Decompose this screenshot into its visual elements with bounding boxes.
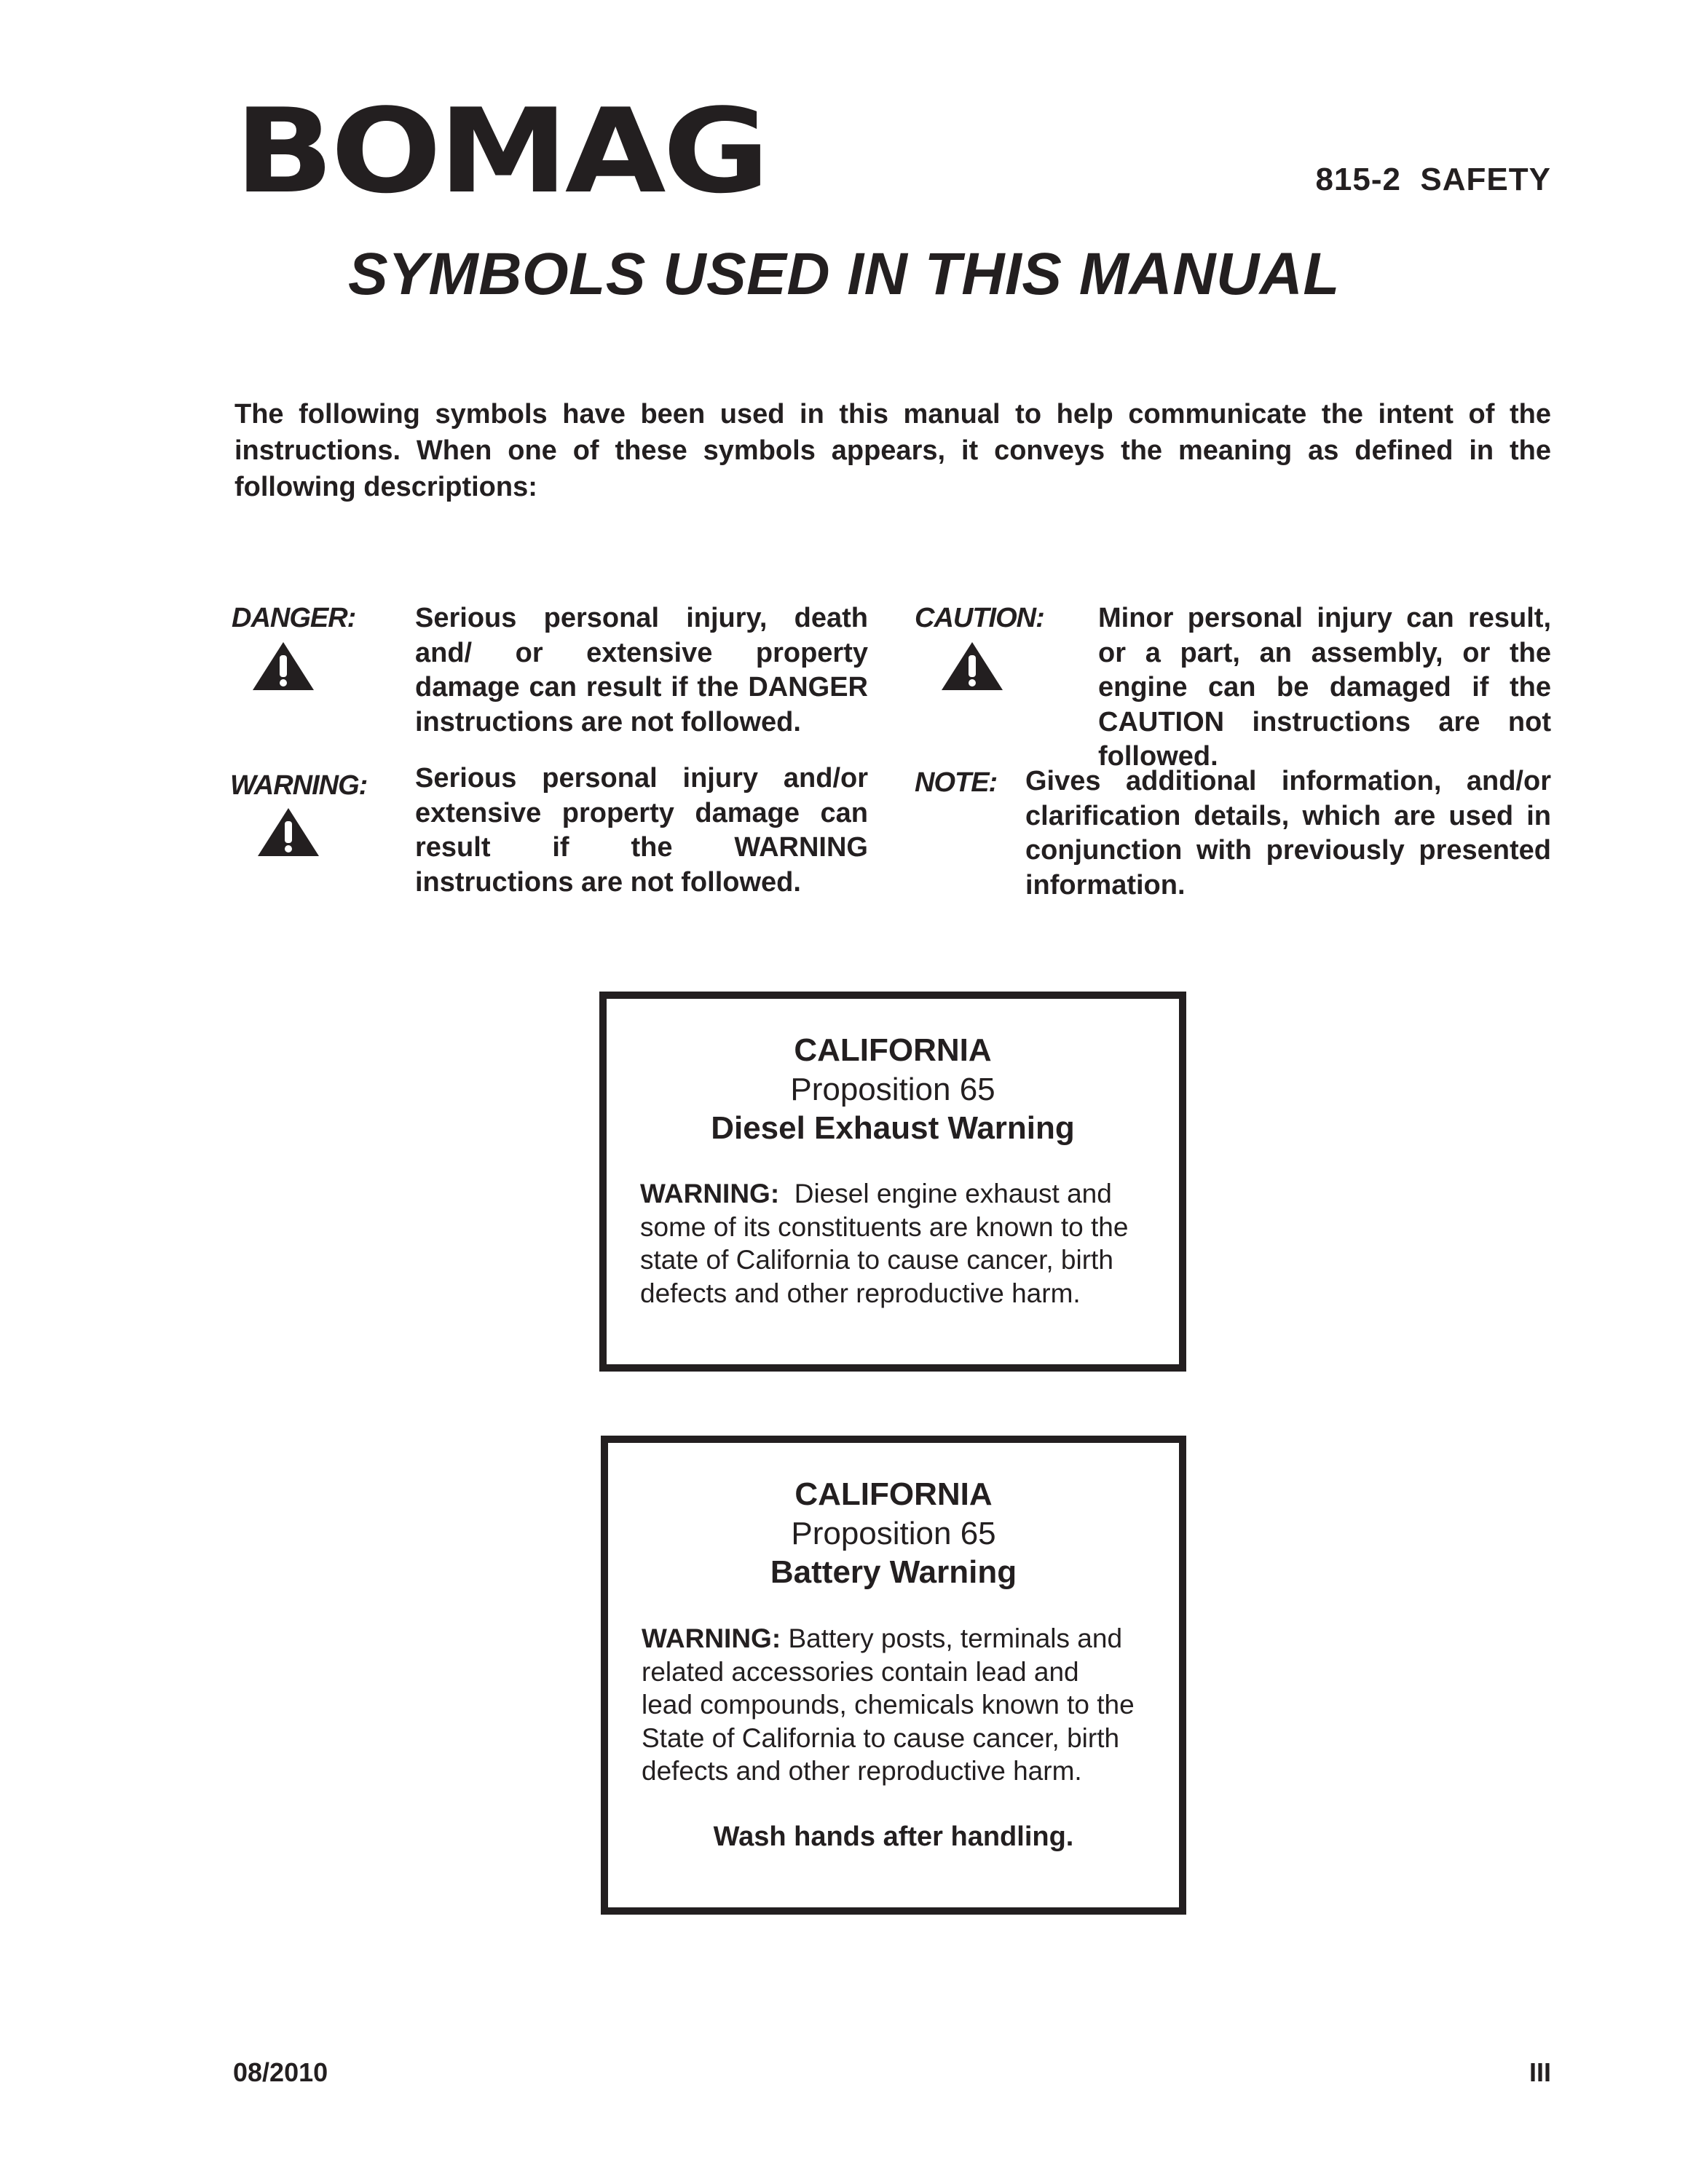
diesel-box-heading: Diesel Exhaust Warning [711, 1110, 1075, 1146]
caution-label: CAUTION: [915, 603, 1044, 633]
battery-body-line: Battery posts, terminals and [788, 1623, 1123, 1653]
battery-warning-label: WARNING: [642, 1623, 781, 1653]
battery-body-line: lead compounds, chemicals known to the [642, 1690, 1135, 1720]
warning-triangle-icon [940, 641, 1004, 692]
warning-text: Serious personal injury and/or extensive property damage can result if the WARNING instructions are not followed. [415, 763, 868, 898]
caution-text: Minor personal injury can result, or a part, an assembly, or the engine can be damaged if the CAUTION instructions are not followed. [1098, 603, 1551, 772]
note-text: Gives additional information, and/or clarification details, which are used in conjunction with previously presented information. [1025, 766, 1551, 901]
battery-box-body [642, 1622, 1173, 1788]
page-title: SYMBOLS USED IN THIS MANUAL [348, 241, 1340, 307]
warning-label: WARNING: [230, 770, 368, 801]
diesel-body-line: defects and other reproductive harm. [640, 1278, 1081, 1308]
diesel-box-title: CALIFORNIA [794, 1032, 992, 1068]
battery-body-line: defects and other reproductive harm. [642, 1756, 1082, 1786]
warning-triangle-icon [256, 807, 320, 858]
battery-box-footer: Wash hands after handling. [713, 1821, 1074, 1852]
danger-text: Serious personal injury, death and/ or extensive property damage can result if the DANGER instructions are not followed. [415, 603, 868, 737]
warning-triangle-icon [251, 641, 315, 692]
diesel-body-line: state of California to cause cancer, birth [640, 1245, 1113, 1275]
diesel-box-body [640, 1177, 1164, 1310]
diesel-warning-box [599, 992, 1186, 1372]
battery-warning-box [601, 1436, 1186, 1915]
diesel-body-line: Diesel engine exhaust and [794, 1179, 1112, 1208]
footer-page-number: III [1529, 2057, 1551, 2087]
battery-box-heading: Battery Warning [770, 1554, 1017, 1590]
danger-label: DANGER: [232, 603, 356, 633]
footer-date: 08/2010 [233, 2057, 328, 2087]
battery-box-subtitle: Proposition 65 [791, 1516, 996, 1551]
section-title: 815-2 SAFETY [1315, 162, 1551, 197]
battery-box-title: CALIFORNIA [794, 1476, 993, 1512]
bomag-logo: BOMAG [234, 83, 767, 219]
diesel-warning-label: WARNING: [640, 1179, 780, 1208]
diesel-body-line: some of its constituents are known to the [640, 1211, 1129, 1242]
intro-paragraph: The following symbols have been used in this manual to help communicate the intent of the instructions. When one of these symbols appears, it conveys the meaning as defined in the following descriptions: [234, 399, 1551, 502]
battery-body-line: State of California to cause cancer, birth [642, 1722, 1120, 1753]
note-label: NOTE: [915, 767, 998, 798]
diesel-box-subtitle: Proposition 65 [790, 1072, 995, 1107]
battery-body-line: related accessories contain lead and [642, 1656, 1079, 1687]
